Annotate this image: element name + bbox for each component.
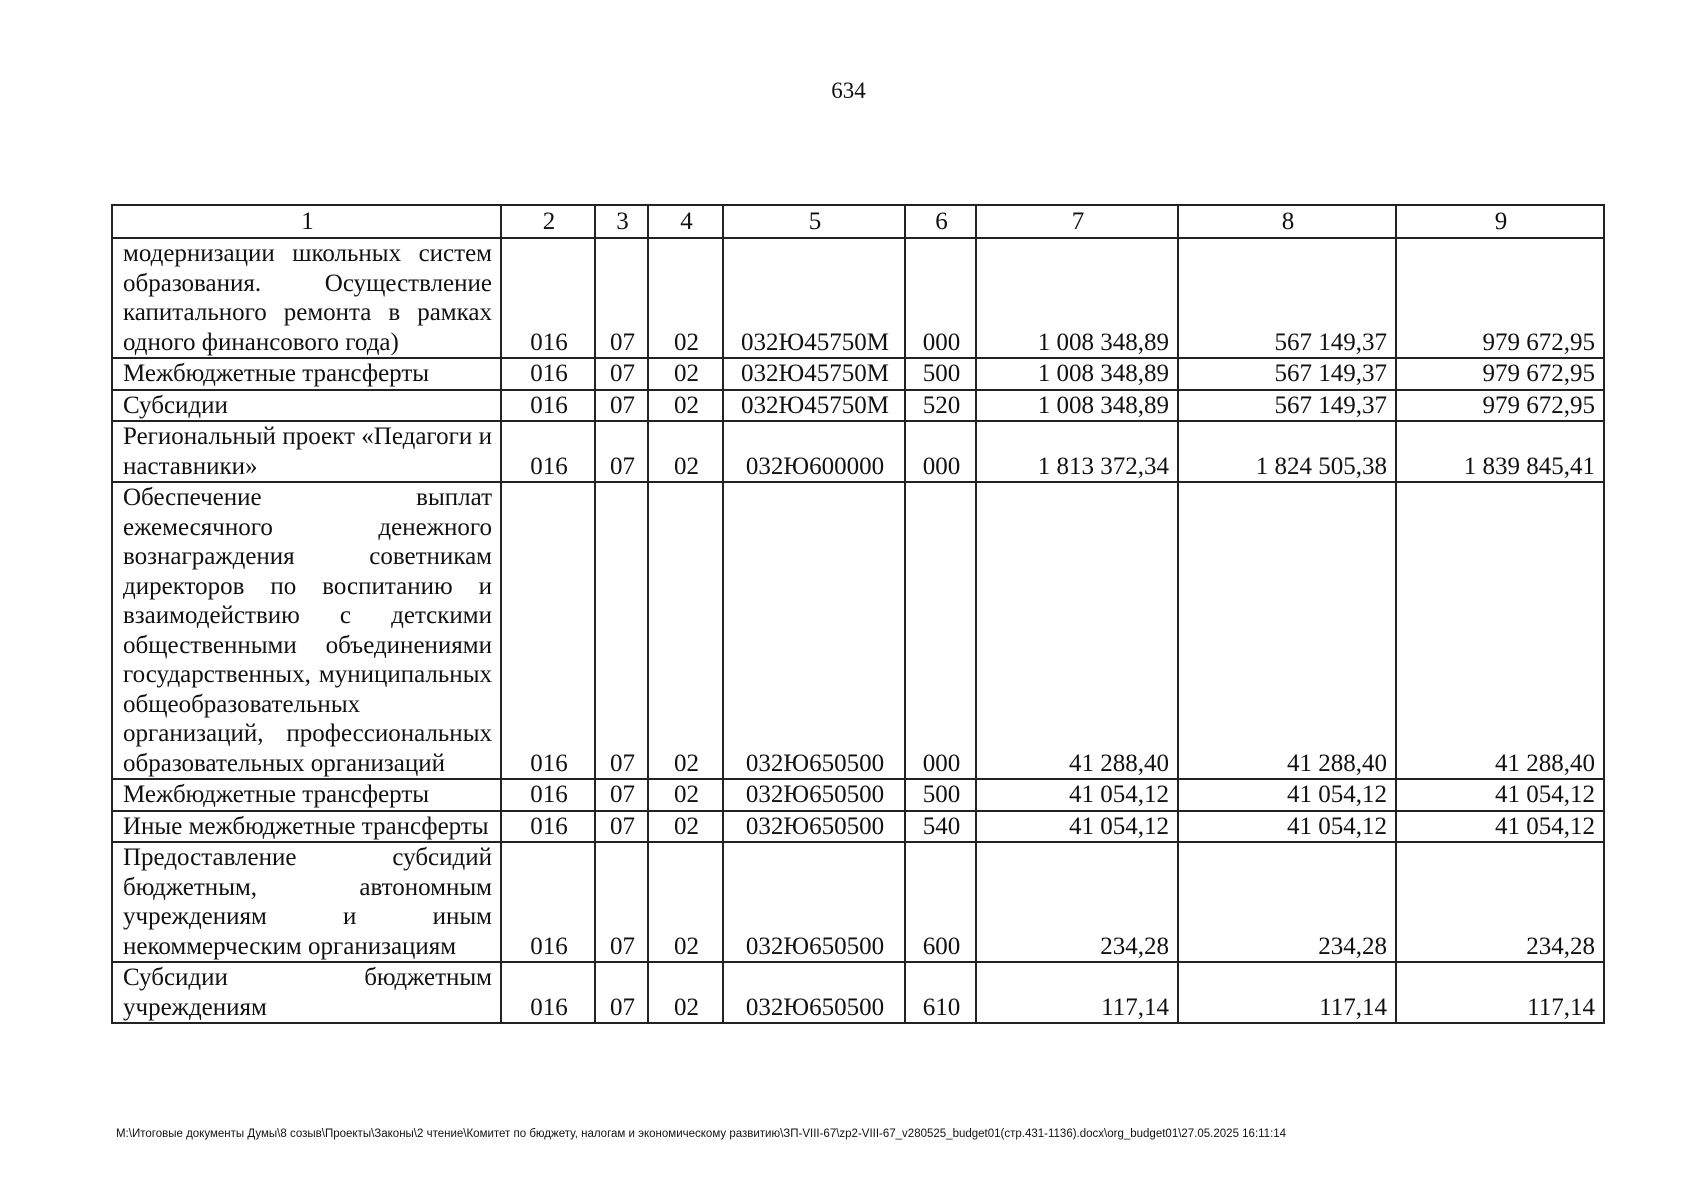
cell-ministry-code: 016 [501,482,595,779]
cell-section-code: 07 [595,962,648,1023]
cell-amount-col7: 41 054,12 [976,779,1178,811]
cell-ministry-code: 016 [501,842,595,962]
cell-ministry-code: 016 [501,962,595,1023]
row-description: Предоставление субсидий бюджетным, автономным учреждениям и иным некоммерческим организациям [112,842,501,962]
cell-expense-type: 520 [905,390,976,422]
cell-subsection-code: 02 [648,421,723,482]
cell-target-article: 032Ю45750М [723,390,905,422]
cell-amount-col8: 1 824 505,38 [1178,421,1396,482]
cell-target-article: 032Ю650500 [723,482,905,779]
cell-amount-col7: 1 008 348,89 [976,238,1178,358]
cell-amount-col7: 41 288,40 [976,482,1178,779]
row-description: Субсидии [112,390,501,422]
cell-expense-type: 000 [905,238,976,358]
cell-expense-type: 500 [905,358,976,390]
column-header-2: 2 [501,205,595,238]
row-description: Иные межбюджетные трансферты [112,811,501,843]
cell-amount-col9: 234,28 [1396,842,1604,962]
cell-expense-type: 000 [905,421,976,482]
cell-target-article: 032Ю650500 [723,842,905,962]
cell-amount-col8: 41 288,40 [1178,482,1396,779]
cell-subsection-code: 02 [648,811,723,843]
cell-target-article: 032Ю600000 [723,421,905,482]
cell-ministry-code: 016 [501,358,595,390]
table-row [112,811,1604,843]
cell-ministry-code: 016 [501,811,595,843]
column-header-9: 9 [1396,205,1604,238]
row-description: Субсидии бюджетным учреждениям [112,962,501,1023]
cell-amount-col8: 41 054,12 [1178,779,1396,811]
row-description: Обеспечение выплат ежемесячного денежного вознаграждения советникам директоров по воспитанию и взаимодействию с детскими общественными объединениями государственных, муниципальных общеобразовательных организаций, профессиональных образовательных организаций [112,482,501,779]
cell-section-code: 07 [595,238,648,358]
cell-amount-col8: 234,28 [1178,842,1396,962]
cell-amount-col7: 117,14 [976,962,1178,1023]
cell-amount-col9: 979 672,95 [1396,390,1604,422]
cell-target-article: 032Ю650500 [723,779,905,811]
cell-expense-type: 600 [905,842,976,962]
cell-ministry-code: 016 [501,238,595,358]
cell-ministry-code: 016 [501,421,595,482]
column-header-7: 7 [976,205,1178,238]
cell-expense-type: 540 [905,811,976,843]
table-row [112,962,1604,1023]
cell-amount-col8: 41 054,12 [1178,811,1396,843]
table-row [112,842,1604,962]
table-row [112,238,1604,358]
cell-amount-col8: 567 149,37 [1178,358,1396,390]
cell-amount-col9: 41 054,12 [1396,779,1604,811]
column-header-8: 8 [1178,205,1396,238]
cell-amount-col8: 117,14 [1178,962,1396,1023]
cell-amount-col7: 41 054,12 [976,811,1178,843]
cell-section-code: 07 [595,811,648,843]
cell-target-article: 032Ю650500 [723,962,905,1023]
budget-table [111,204,1605,1024]
cell-expense-type: 000 [905,482,976,779]
cell-amount-col9: 41 054,12 [1396,811,1604,843]
cell-amount-col7: 1 008 348,89 [976,358,1178,390]
cell-subsection-code: 02 [648,779,723,811]
cell-amount-col7: 234,28 [976,842,1178,962]
column-header-1: 1 [112,205,501,238]
cell-subsection-code: 02 [648,962,723,1023]
table-row [112,358,1604,390]
cell-target-article: 032Ю45750М [723,238,905,358]
cell-amount-col7: 1 813 372,34 [976,421,1178,482]
cell-amount-col9: 979 672,95 [1396,358,1604,390]
cell-ministry-code: 016 [501,779,595,811]
column-header-6: 6 [905,205,976,238]
table-row [112,482,1604,779]
row-description: Межбюджетные трансферты [112,779,501,811]
page-number: 634 [831,78,866,103]
cell-target-article: 032Ю45750М [723,358,905,390]
row-description: Региональный проект «Педагоги и наставники» [112,421,501,482]
cell-amount-col9: 979 672,95 [1396,238,1604,358]
table-row [112,421,1604,482]
cell-expense-type: 500 [905,779,976,811]
table-row [112,390,1604,422]
cell-amount-col8: 567 149,37 [1178,238,1396,358]
cell-section-code: 07 [595,390,648,422]
table-header-row [112,205,1604,238]
cell-subsection-code: 02 [648,238,723,358]
cell-expense-type: 610 [905,962,976,1023]
file-path-footer: M:\Итоговые документы Думы\8 созыв\Проекты\Законы\2 чтение\Комитет по бюджету, налогам и экономическому развитию\ЗП-VIII-67\zp2-VIII-67_v280525_budget01(стр.431-1136).docx\org_budget01\27.05.2025 16:11:14 [116,1128,1287,1140]
row-description: модернизации школьных систем образования. Осуществление капитального ремонта в рамках одного финансового года) [112,238,501,358]
cell-amount-col8: 567 149,37 [1178,390,1396,422]
cell-section-code: 07 [595,421,648,482]
cell-amount-col7: 1 008 348,89 [976,390,1178,422]
row-description: Межбюджетные трансферты [112,358,501,390]
cell-ministry-code: 016 [501,390,595,422]
cell-target-article: 032Ю650500 [723,811,905,843]
cell-subsection-code: 02 [648,482,723,779]
cell-section-code: 07 [595,482,648,779]
cell-section-code: 07 [595,842,648,962]
cell-subsection-code: 02 [648,842,723,962]
cell-subsection-code: 02 [648,358,723,390]
column-header-3: 3 [595,205,648,238]
cell-subsection-code: 02 [648,390,723,422]
cell-section-code: 07 [595,358,648,390]
table-row [112,779,1604,811]
column-header-5: 5 [723,205,905,238]
cell-amount-col9: 117,14 [1396,962,1604,1023]
cell-amount-col9: 1 839 845,41 [1396,421,1604,482]
column-header-4: 4 [648,205,723,238]
cell-amount-col9: 41 288,40 [1396,482,1604,779]
cell-section-code: 07 [595,779,648,811]
